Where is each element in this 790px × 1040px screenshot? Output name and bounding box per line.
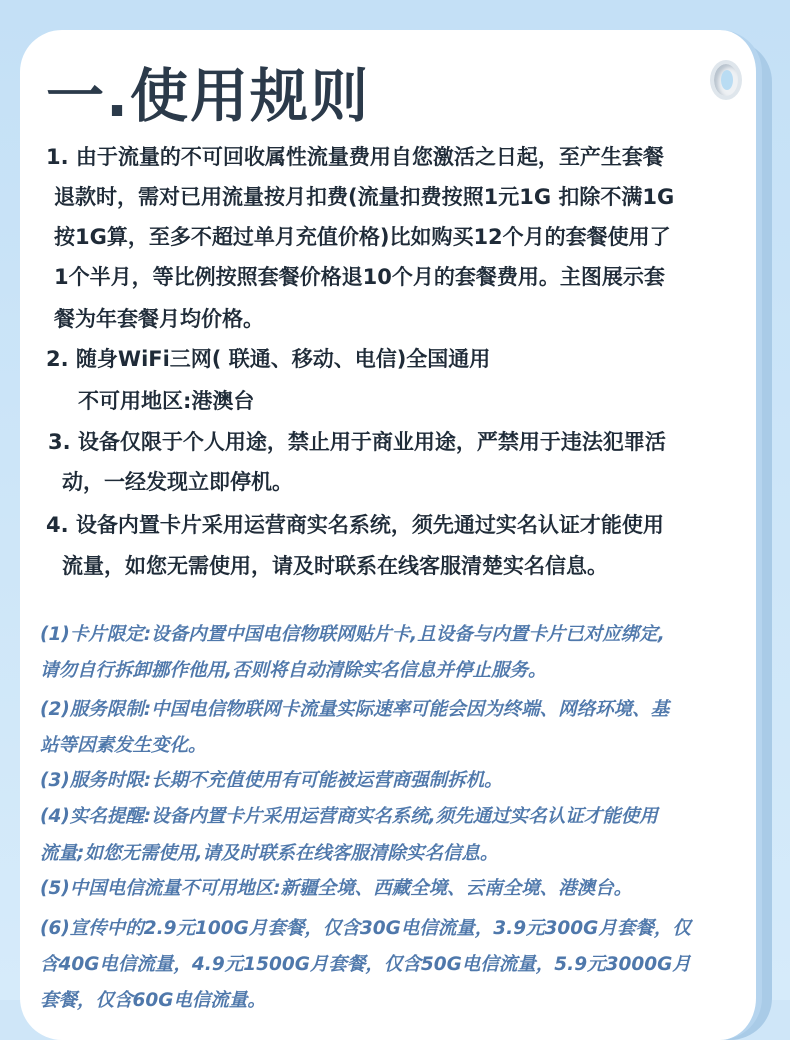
rule-4-line-2: 流量，如您无需使用，请及时联系在线客服清楚实名信息。 xyxy=(62,554,608,578)
note-3-line-1: (3)服务时限:长期不充值使用有可能被运营商强制拆机。 xyxy=(40,770,503,791)
note-2-line-1: (2)服务限制:中国电信物联网卡流量实际速率可能会因为终端、网络环境、基 xyxy=(40,699,670,720)
note-6-line-2: 含40G电信流量，4.9元1500G月套餐，仅含50G电信流量，5.9元3000G月 xyxy=(40,954,691,975)
page-title: 一.使用规则 xyxy=(46,62,371,130)
rule-1-line-5: 餐为年套餐月均价格。 xyxy=(54,307,264,331)
rule-1-line-3: 按1G算，至多不超过单月充值价格)比如购买12个月的套餐使用了 xyxy=(54,225,671,249)
note-6-line-1: (6)宣传中的2.9元100G月套餐，仅含30G电信流量，3.9元300G月套餐，仅 xyxy=(40,918,691,939)
note-4-line-2: 流量;如您无需使用,请及时联系在线客服清除实名信息。 xyxy=(40,843,499,864)
note-6-line-3: 套餐，仅含60G电信流量。 xyxy=(40,990,266,1011)
rule-2-line-2: 不可用地区:港澳台 xyxy=(78,389,255,413)
rule-1-line-4: 1个半月，等比例按照套餐价格退10个月的套餐费用。主图展示套 xyxy=(54,265,665,289)
rule-4-line-1: 4. 设备内置卡片采用运营商实名系统，须先通过实名认证才能使用 xyxy=(46,513,664,537)
note-5-line-1: (5)中国电信流量不可用地区:新疆全境、西藏全境、云南全境、港澳台。 xyxy=(40,878,633,899)
note-4-line-1: (4)实名提醒:设备内置卡片采用运营商实名系统,须先通过实名认证才能使用 xyxy=(40,806,658,827)
note-2-line-2: 站等因素发生变化。 xyxy=(40,735,207,756)
rule-3-line-1: 3. 设备仅限于个人用途，禁止用于商业用途，严禁用于违法犯罪活 xyxy=(48,430,666,454)
rule-1-line-1: 1. 由于流量的不可回收属性流量费用自您激活之日起，至产生套餐 xyxy=(46,145,664,169)
note-1-line-1: (1)卡片限定:设备内置中国电信物联网贴片卡,且设备与内置卡片已对应绑定, xyxy=(40,624,665,645)
note-1-line-2: 请勿自行拆卸挪作他用,否则将自动清除实名信息并停止服务。 xyxy=(40,660,547,681)
rule-1-line-2: 退款时，需对已用流量按月扣费(流量扣费按照1元1G 扣除不满1G xyxy=(54,185,675,209)
rule-2-line-1: 2. 随身WiFi三网( 联通、移动、电信)全国通用 xyxy=(46,347,491,371)
rule-3-line-2: 动，一经发现立即停机。 xyxy=(62,470,293,494)
punch-hole-icon xyxy=(710,60,742,100)
